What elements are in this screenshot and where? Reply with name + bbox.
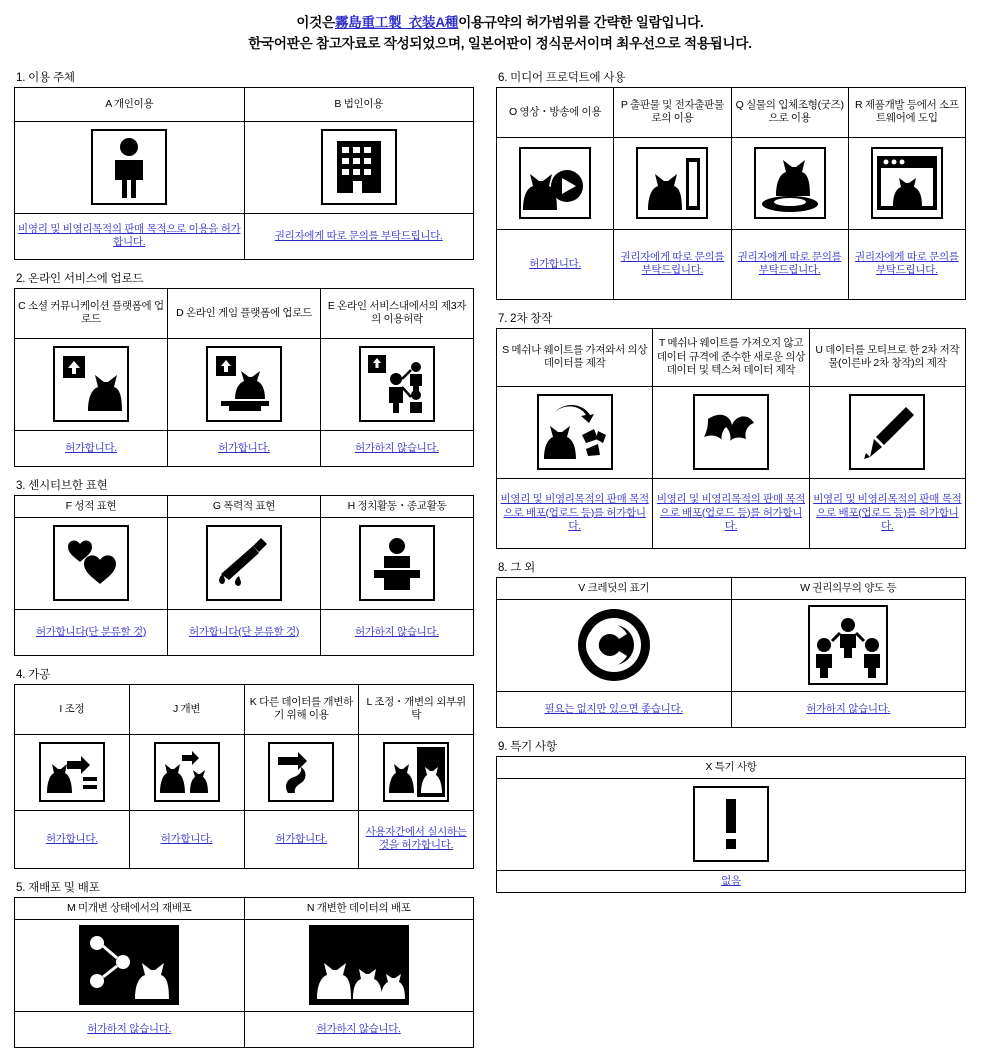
section-7-title: 7. 2차 창작	[498, 312, 553, 325]
cell-icon-U	[809, 386, 965, 478]
cell-note-X: 없음	[497, 870, 966, 892]
cell-note-M: 허가하지 않습니다.	[15, 1011, 245, 1047]
section-5-title: 5. 재배포 및 배포	[16, 881, 100, 894]
section-4-table	[14, 684, 474, 869]
table-row-icons	[15, 338, 474, 430]
table-row-icons	[497, 386, 966, 478]
table-row-notes	[497, 870, 966, 892]
table-row-header	[497, 328, 966, 386]
cell-icon-I	[15, 734, 130, 810]
cell-note-H: 허가하지 않습니다.	[321, 609, 474, 655]
cell-code-O: O 영상・방송에 이용	[497, 87, 614, 137]
section-2-title: 2. 온라인 서비스에 업로드	[16, 272, 144, 285]
cell-note-J: 허가합니다.	[129, 810, 244, 868]
cell-code-J: J 개변	[129, 684, 244, 734]
section-2	[14, 270, 474, 467]
paintbrush-icon	[849, 394, 925, 470]
section-1-table	[14, 87, 474, 260]
mesh-shape-icon	[693, 394, 769, 470]
book-cat-icon	[636, 147, 708, 219]
cell-note-B: 권리자에게 따로 문의를 부탁드립니다.	[244, 213, 474, 259]
cell-code-V: V 크레딧의 표기	[497, 577, 732, 599]
section-6	[496, 69, 966, 300]
cat-split-icon	[383, 742, 449, 802]
table-row-notes	[15, 430, 474, 466]
section-6-table	[496, 87, 966, 300]
cell-icon-M	[15, 919, 245, 1011]
cell-code-N: N 개변한 데이터의 배포	[244, 897, 474, 919]
cell-code-C: C 소셜 커뮤니케이션 플랫폼에 업로드	[15, 288, 168, 338]
cell-icon-J	[129, 734, 244, 810]
cell-note-E: 허가하지 않습니다.	[321, 430, 474, 466]
cell-code-E: E 온라인 서비스내에서의 제3자의 이용허락	[321, 288, 474, 338]
section-1	[14, 69, 474, 260]
table-row-notes	[497, 691, 966, 727]
section-9	[496, 738, 966, 893]
section-7-table	[496, 328, 966, 549]
cell-code-H: H 정치활동・종교활동	[321, 495, 474, 517]
cell-note-T: 비영리 및 비영리목적의 판매 목적으로 배포(업로드 등)를 허가합니다.	[653, 478, 809, 548]
table-row-notes	[15, 609, 474, 655]
cell-code-I: I 조정	[15, 684, 130, 734]
section-8	[496, 559, 966, 728]
section-6-title: 6. 미디어 프로덕트에 사용	[498, 71, 626, 84]
share-cats-group-icon	[309, 925, 409, 1005]
header-line-2: 한국어판은 참고자료로 작성되었으며, 일본어판이 정식문서이며 최우선으로 적용됩니다.	[248, 35, 752, 51]
cat-arrow-cats-icon	[154, 742, 220, 802]
cell-code-U: U 데이터를 모티브로 한 2차 저작물(이른바 2차 창작)의 제작	[809, 328, 965, 386]
section-2-table	[14, 288, 474, 467]
cell-note-L: 사용자간에서 실시하는 것을 허가합니다.	[359, 810, 474, 868]
cell-icon-G	[168, 517, 321, 609]
section-8-table	[496, 577, 966, 728]
cat-arrow-horn-icon	[268, 742, 334, 802]
table-row-icons	[15, 517, 474, 609]
left-column	[14, 69, 474, 1058]
section-4	[14, 666, 474, 869]
document-header	[0, 0, 1000, 55]
cell-icon-H	[321, 517, 474, 609]
cell-code-M: M 미개변 상태에서의 재배포	[15, 897, 245, 919]
cell-icon-Q	[731, 137, 848, 229]
hearts-icon	[53, 525, 129, 601]
cell-code-T: T 메쉬나 웨이트를 가져오지 않고 데이터 규격에 준수한 새로운 의상 데이터 및 텍스쳐 데이터 제작	[653, 328, 809, 386]
table-row-icons	[497, 599, 966, 691]
cell-note-Q: 권리자에게 따로 문의를 부탁드립니다.	[731, 229, 848, 299]
cat-mesh-reuse-icon	[537, 394, 613, 470]
cell-icon-B	[244, 121, 474, 213]
cell-icon-D	[168, 338, 321, 430]
section-5	[14, 879, 474, 1048]
table-row-notes	[15, 1011, 474, 1047]
cell-icon-V	[497, 599, 732, 691]
cell-icon-T	[653, 386, 809, 478]
section-8-title: 8. 그 외	[498, 561, 535, 574]
upload-monitor-cat-icon	[206, 346, 282, 422]
section-4-title: 4. 가공	[16, 668, 51, 681]
cell-icon-R	[848, 137, 965, 229]
cell-code-A: A 개인이용	[15, 87, 245, 121]
section-3-title: 3. 센시티브한 표현	[16, 479, 108, 492]
section-3	[14, 477, 474, 656]
cell-code-S: S 메쉬나 웨이트를 가져와서 의상 데이터를 제작	[497, 328, 653, 386]
cell-code-W: W 권리의무의 양도 등	[731, 577, 966, 599]
cell-icon-K	[244, 734, 359, 810]
cell-icon-S	[497, 386, 653, 478]
cell-icon-F	[15, 517, 168, 609]
table-row-header	[497, 756, 966, 778]
cell-note-N: 허가하지 않습니다.	[244, 1011, 474, 1047]
cell-icon-O	[497, 137, 614, 229]
columns	[0, 69, 1000, 1058]
cell-icon-E	[321, 338, 474, 430]
section-9-table	[496, 756, 966, 893]
cell-note-F: 허가합니다(단 분류할 것)	[15, 609, 168, 655]
cell-note-G: 허가합니다(단 분류할 것)	[168, 609, 321, 655]
knife-icon	[206, 525, 282, 601]
podium-speaker-icon	[359, 525, 435, 601]
table-row-icons	[15, 734, 474, 810]
table-row-icons	[15, 121, 474, 213]
table-row-header	[15, 684, 474, 734]
table-row-header	[497, 577, 966, 599]
table-row-header	[15, 288, 474, 338]
header-product-link[interactable]: 霧島重工製_衣装A種	[334, 15, 459, 30]
header-line-1-prefix: 이것은	[296, 15, 335, 30]
section-3-table	[14, 495, 474, 656]
cell-icon-P	[614, 137, 731, 229]
table-row-header	[497, 87, 966, 137]
table-row-icons	[497, 137, 966, 229]
copyright-icon	[574, 605, 654, 685]
table-row-header	[15, 897, 474, 919]
table-row-header	[15, 87, 474, 121]
right-column	[496, 69, 966, 1058]
section-1-title: 1. 이용 주체	[16, 71, 75, 84]
cell-icon-A	[15, 121, 245, 213]
cell-code-L: L 조정・개변의 외부위탁	[359, 684, 474, 734]
table-row-notes	[15, 810, 474, 868]
header-line-1	[0, 13, 1000, 34]
cell-note-P: 권리자에게 따로 문의를 부탁드립니다.	[614, 229, 731, 299]
table-row-notes	[15, 213, 474, 259]
section-7	[496, 310, 966, 549]
section-9-title: 9. 특기 사항	[498, 740, 557, 753]
cell-code-G: G 폭력적 표현	[168, 495, 321, 517]
share-people-icon	[359, 346, 435, 422]
cell-note-V: 필요는 없지만 있으면 좋습니다.	[497, 691, 732, 727]
cell-code-K: K 다른 데이터를 개변하기 위해 이용	[244, 684, 359, 734]
cell-icon-X	[497, 778, 966, 870]
cell-note-W: 허가하지 않습니다.	[731, 691, 966, 727]
table-row-icons	[15, 919, 474, 1011]
cell-icon-L	[359, 734, 474, 810]
cell-note-S: 비영리 및 비영리목적의 판매 목적으로 배포(업로드 등)를 허가합니다.	[497, 478, 653, 548]
cell-note-C: 허가합니다.	[15, 430, 168, 466]
cell-note-K: 허가합니다.	[244, 810, 359, 868]
window-cat-icon	[871, 147, 943, 219]
cell-note-D: 허가합니다.	[168, 430, 321, 466]
section-5-table	[14, 897, 474, 1048]
table-row-notes	[497, 229, 966, 299]
cell-icon-C	[15, 338, 168, 430]
table-row-header	[15, 495, 474, 517]
cell-code-P: P 출판물 및 전자출판물로의 이용	[614, 87, 731, 137]
cell-code-F: F 성적 표현	[15, 495, 168, 517]
cell-note-R: 권리자에게 따로 문의를 부탁드립니다.	[848, 229, 965, 299]
cell-icon-N	[244, 919, 474, 1011]
building-icon	[321, 129, 397, 205]
share-cat-icon	[79, 925, 179, 1005]
figure-cat-icon	[754, 147, 826, 219]
people-transfer-icon	[808, 605, 888, 685]
video-play-cat-icon	[519, 147, 591, 219]
person-icon	[91, 129, 167, 205]
table-row-icons	[497, 778, 966, 870]
cell-code-R: R 제품개발 등에서 소프트웨어에 도입	[848, 87, 965, 137]
header-line-1-suffix: 이용규약의 허가범위를 간략한 일람입니다.	[458, 15, 704, 30]
cell-code-Q: Q 실물의 입체조형(굿즈)으로 이용	[731, 87, 848, 137]
cell-code-B: B 법인이용	[244, 87, 474, 121]
exclamation-icon	[693, 786, 769, 862]
cell-note-I: 허가합니다.	[15, 810, 130, 868]
cell-note-A: 비영리 및 비영리목적의 판매 목적으로 이용을 허가합니다.	[15, 213, 245, 259]
cell-icon-W	[731, 599, 966, 691]
cell-note-U: 비영리 및 비영리목적의 판매 목적으로 배포(업로드 등)를 허가합니다.	[809, 478, 965, 548]
cell-note-O: 허가합니다.	[497, 229, 614, 299]
cell-code-X: X 특기 사항	[497, 756, 966, 778]
cat-equals-arrow-icon	[39, 742, 105, 802]
cell-code-D: D 온라인 게임 플랫폼에 업로드	[168, 288, 321, 338]
upload-cat-icon	[53, 346, 129, 422]
table-row-notes	[497, 478, 966, 548]
